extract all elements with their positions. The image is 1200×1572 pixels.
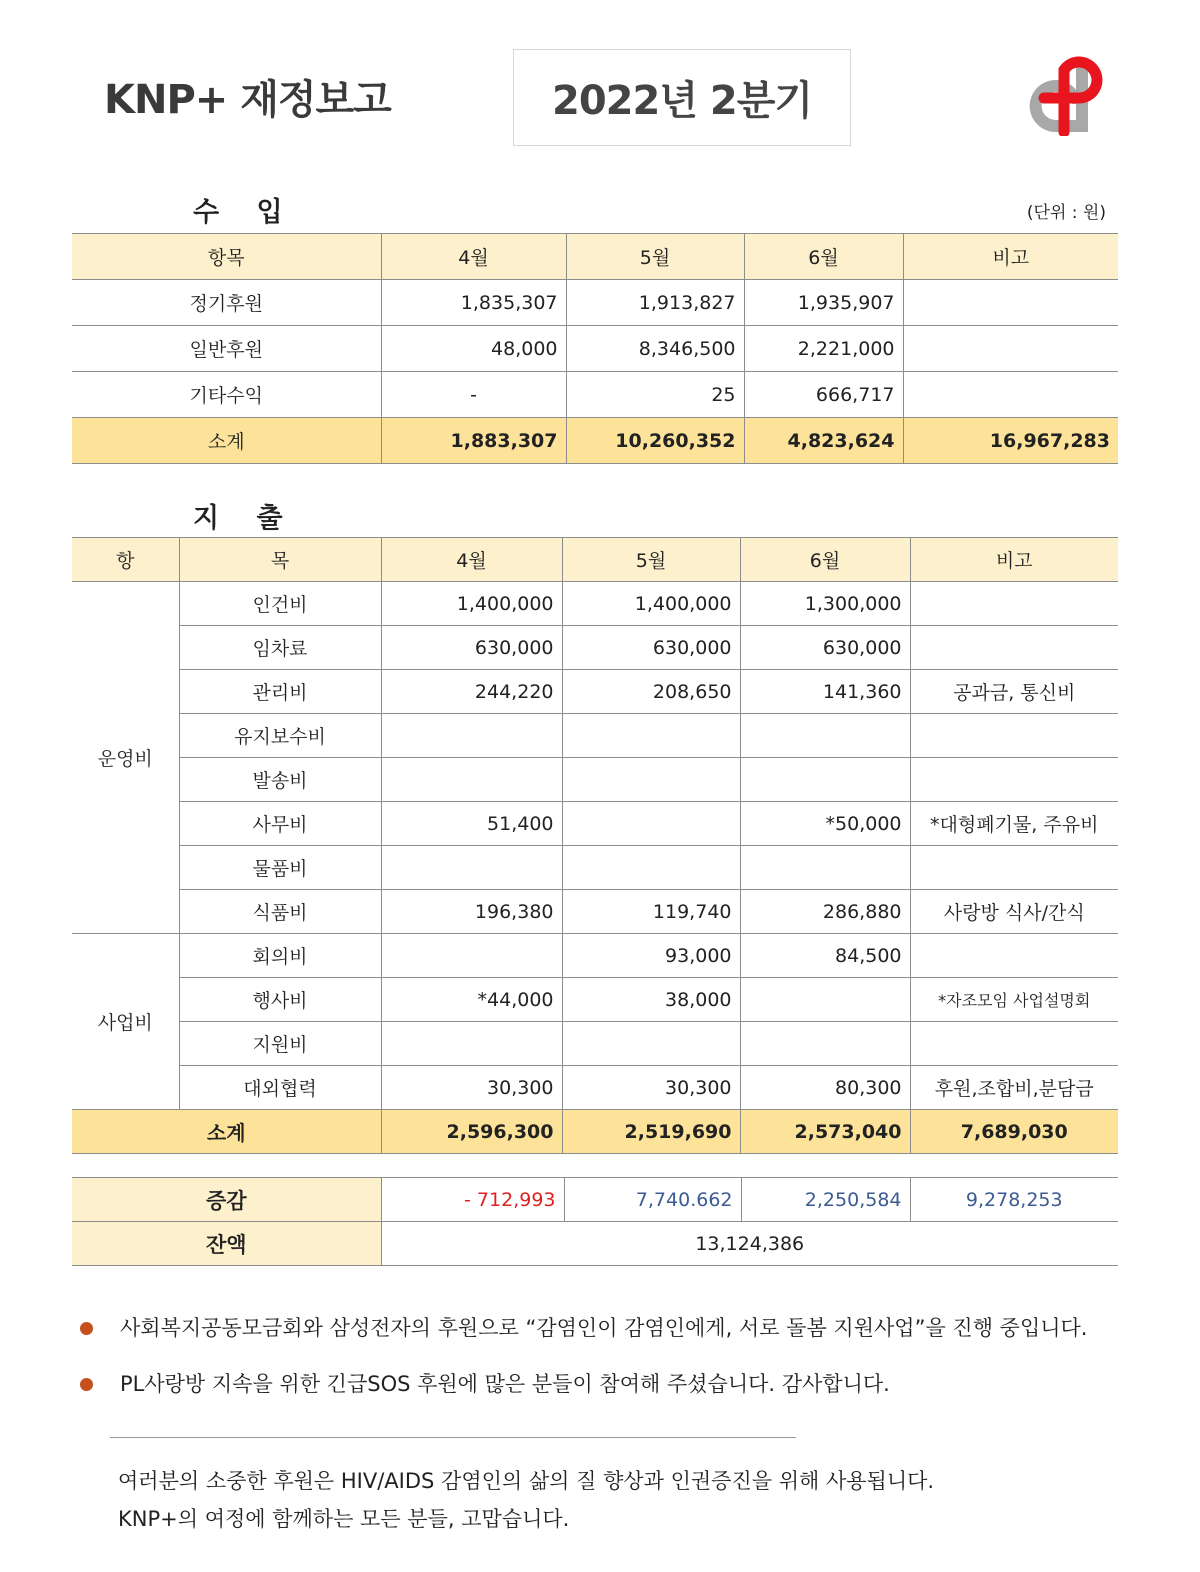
expense-note — [910, 1022, 1118, 1066]
expense-item: 유지보수비 — [179, 714, 381, 758]
expense-jun: 286,880 — [740, 890, 910, 934]
income-may: 25 — [566, 372, 744, 418]
income-note — [903, 280, 1118, 326]
expense-jun — [740, 714, 910, 758]
expense-may: 119,740 — [562, 890, 740, 934]
expense-item: 인건비 — [179, 582, 381, 626]
expense-note — [910, 846, 1118, 890]
income-item: 기타수익 — [72, 372, 381, 418]
subtotal-jun: 4,823,624 — [744, 418, 903, 464]
change-label: 증감 — [72, 1178, 381, 1222]
list-item — [78, 1312, 1158, 1344]
income-jun: 2,221,000 — [744, 326, 903, 372]
notes-list — [78, 1312, 1158, 1424]
bullet-icon — [80, 1322, 93, 1335]
expense-jun — [740, 846, 910, 890]
income-section-title: 수 입 — [193, 197, 297, 228]
expense-item: 지원비 — [179, 1022, 381, 1066]
expense-note: 후원,조합비,분담금 — [910, 1066, 1118, 1110]
expense-jun: 1,300,000 — [740, 582, 910, 626]
table-row — [72, 934, 1118, 978]
expense-note — [910, 582, 1118, 626]
expense-may — [562, 714, 740, 758]
expense-note: *대형폐기물, 주유비 — [910, 802, 1118, 846]
expense-may — [562, 758, 740, 802]
income-apr: 1,835,307 — [381, 280, 566, 326]
subtotal-apr: 1,883,307 — [381, 418, 566, 464]
table-row — [72, 280, 1118, 326]
expense-may: 208,650 — [562, 670, 740, 714]
subtotal-may: 10,260,352 — [566, 418, 744, 464]
expense-header-row — [72, 538, 1118, 582]
footer-line: KNP+의 여정에 함께하는 모든 분들, 고맙습니다. — [118, 1507, 570, 1531]
income-jun: 1,935,907 — [744, 280, 903, 326]
note-text: 사회복지공동모금회와 삼성전자의 후원으로 “감염인이 감염인에게, 서로 돌봄 지원사업”을 진행 중입니다. — [120, 1316, 1088, 1340]
expense-item: 임차료 — [179, 626, 381, 670]
expense-jun — [740, 758, 910, 802]
expense-apr: 630,000 — [381, 626, 562, 670]
change-jun: 2,250,584 — [741, 1178, 910, 1222]
income-may: 1,913,827 — [566, 280, 744, 326]
expense-note: 사랑방 식사/간식 — [910, 890, 1118, 934]
column-header: 5월 — [566, 234, 744, 280]
subtotal-apr: 2,596,300 — [381, 1110, 562, 1154]
income-jun: 666,717 — [744, 372, 903, 418]
subtotal-may: 2,519,690 — [562, 1110, 740, 1154]
expense-apr: *44,000 — [381, 978, 562, 1022]
expense-item: 발송비 — [179, 758, 381, 802]
table-row — [72, 1066, 1118, 1110]
income-may: 8,346,500 — [566, 326, 744, 372]
income-table — [72, 233, 1118, 464]
expense-may: 30,300 — [562, 1066, 740, 1110]
table-row — [72, 758, 1118, 802]
expense-subtotal-row — [72, 1110, 1118, 1154]
expense-item: 사무비 — [179, 802, 381, 846]
expense-item: 행사비 — [179, 978, 381, 1022]
table-row — [72, 1022, 1118, 1066]
expense-apr — [381, 714, 562, 758]
income-header-row — [72, 234, 1118, 280]
expense-may: 93,000 — [562, 934, 740, 978]
table-row — [72, 372, 1118, 418]
unit-label: (단위 : 원) — [1026, 203, 1106, 223]
expense-note — [910, 626, 1118, 670]
subtotal-total: 7,689,030 — [910, 1110, 1118, 1154]
table-row — [72, 626, 1118, 670]
income-item: 정기후원 — [72, 280, 381, 326]
income-note — [903, 326, 1118, 372]
table-row — [72, 890, 1118, 934]
expense-group-label: 운영비 — [72, 582, 179, 934]
note-text: PL사랑방 지속을 위한 긴급SOS 후원에 많은 분들이 참여해 주셨습니다. 감사합니다. — [120, 1372, 890, 1396]
subtotal-label: 소계 — [72, 1110, 381, 1154]
expense-apr — [381, 758, 562, 802]
expense-item: 회의비 — [179, 934, 381, 978]
column-header: 비고 — [910, 538, 1118, 582]
expense-item: 대외협력 — [179, 1066, 381, 1110]
expense-jun: 84,500 — [740, 934, 910, 978]
subtotal-jun: 2,573,040 — [740, 1110, 910, 1154]
expense-apr: 196,380 — [381, 890, 562, 934]
change-row — [72, 1178, 1118, 1222]
footer-line: 여러분의 소중한 후원은 HIV/AIDS 감염인의 삶의 질 향상과 인권증진을 위해 사용됩니다. — [118, 1469, 935, 1493]
column-header: 항 — [72, 538, 179, 582]
expense-group-label: 사업비 — [72, 934, 179, 1110]
change-may: 7,740.662 — [564, 1178, 741, 1222]
income-apr: 48,000 — [381, 326, 566, 372]
column-header: 6월 — [740, 538, 910, 582]
report-title: KNP+ 재정보고 — [104, 77, 391, 123]
table-row — [72, 326, 1118, 372]
report-period: 2022년 2분기 — [513, 49, 851, 146]
remaining-value: 13,124,386 — [381, 1222, 1118, 1266]
expense-note — [910, 758, 1118, 802]
column-header: 6월 — [744, 234, 903, 280]
bullet-icon — [80, 1378, 93, 1391]
subtotal-total: 16,967,283 — [903, 418, 1118, 464]
expense-note — [910, 714, 1118, 758]
expense-apr — [381, 1022, 562, 1066]
change-apr: - 712,993 — [381, 1178, 564, 1222]
income-subtotal-row — [72, 418, 1118, 464]
expense-jun: *50,000 — [740, 802, 910, 846]
expense-apr — [381, 934, 562, 978]
income-note — [903, 372, 1118, 418]
expense-apr: 30,300 — [381, 1066, 562, 1110]
expense-may — [562, 1022, 740, 1066]
table-row — [72, 582, 1118, 626]
income-apr: - — [381, 372, 566, 418]
expense-apr: 244,220 — [381, 670, 562, 714]
expense-jun: 141,360 — [740, 670, 910, 714]
expense-jun: 630,000 — [740, 626, 910, 670]
expense-item: 물품비 — [179, 846, 381, 890]
expense-may — [562, 802, 740, 846]
expense-section-title: 지 출 — [193, 503, 297, 534]
table-row — [72, 846, 1118, 890]
column-header: 항목 — [72, 234, 381, 280]
expense-may: 38,000 — [562, 978, 740, 1022]
column-header: 4월 — [381, 234, 566, 280]
expense-table — [72, 537, 1118, 1154]
balance-table — [72, 1177, 1118, 1266]
table-row — [72, 978, 1118, 1022]
subtotal-label: 소계 — [72, 418, 381, 464]
expense-note — [910, 934, 1118, 978]
expense-jun — [740, 978, 910, 1022]
table-row — [72, 714, 1118, 758]
income-item: 일반후원 — [72, 326, 381, 372]
expense-item: 관리비 — [179, 670, 381, 714]
column-header: 4월 — [381, 538, 562, 582]
remaining-label: 잔액 — [72, 1222, 381, 1266]
table-row — [72, 670, 1118, 714]
change-total: 9,278,253 — [910, 1178, 1118, 1222]
footer-message — [118, 1462, 934, 1538]
expense-apr: 51,400 — [381, 802, 562, 846]
expense-may — [562, 846, 740, 890]
knp-plus-logo-icon — [1022, 48, 1112, 136]
remaining-row — [72, 1222, 1118, 1266]
expense-apr: 1,400,000 — [381, 582, 562, 626]
expense-note: 공과금, 통신비 — [910, 670, 1118, 714]
expense-jun — [740, 1022, 910, 1066]
expense-note: *자조모임 사업설명회 — [910, 978, 1118, 1022]
list-item — [78, 1368, 1158, 1400]
column-header: 5월 — [562, 538, 740, 582]
expense-item: 식품비 — [179, 890, 381, 934]
column-header: 비고 — [903, 234, 1118, 280]
table-row — [72, 802, 1118, 846]
divider — [110, 1437, 796, 1438]
expense-may: 630,000 — [562, 626, 740, 670]
expense-jun: 80,300 — [740, 1066, 910, 1110]
column-header: 목 — [179, 538, 381, 582]
expense-apr — [381, 846, 562, 890]
expense-may: 1,400,000 — [562, 582, 740, 626]
